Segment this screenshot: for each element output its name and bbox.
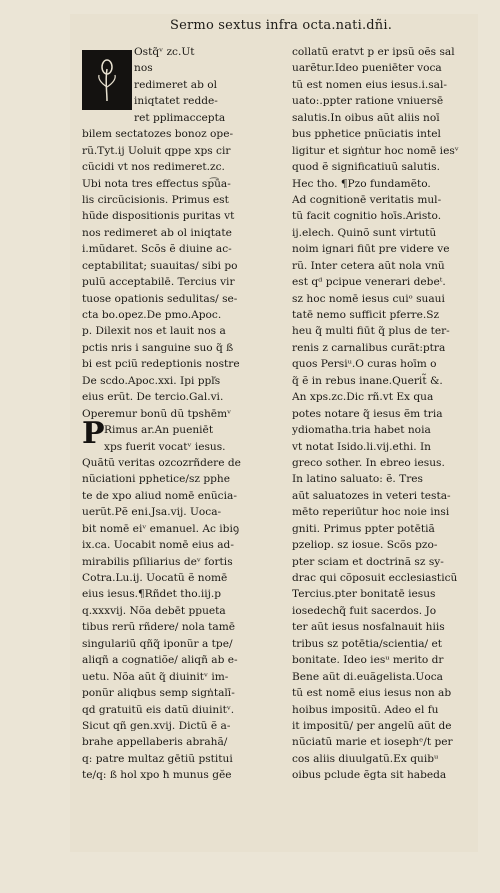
text-line: iniqtatet redde-: [134, 95, 218, 108]
text-line: qd gratuitũ eis datũ diuinitᵛ.: [82, 703, 235, 716]
text-line: nos redimeret ab ol iniqtate: [82, 226, 232, 239]
text-line: gniti. Primus ppter potētiã: [292, 522, 435, 535]
text-line: heu q̃ multi fiūt q̃ plus de ter-: [292, 325, 450, 338]
text-line: rũ. Inter cetera aũt nola vnũ: [292, 259, 445, 272]
text-line: Cotra.Lu.ij. Uocatũ ẽ nomē: [82, 572, 228, 584]
text-line: ceptabilitat; suauitas/ sibi po: [82, 259, 238, 272]
text-line: ret pplimaccepta: [134, 111, 226, 124]
text-line: Quãtũ veritas ozcozrñdere de: [82, 456, 241, 469]
text-line: lis circũcisionis. Primus est: [82, 193, 229, 206]
text-line: Tercius.pter bonitatē iesus: [292, 588, 436, 601]
text-line: redimeret ab ol: [134, 78, 218, 91]
text-line: De scdo.Apoc.xxi. Ipi ppľs: [82, 374, 221, 387]
text-line: cũcidi vt nos redimeret.zc.: [82, 161, 225, 174]
text-line: ij.elech. Quinõ sunt virtutũ: [292, 226, 437, 239]
text-line: salutis.In oibus aũt aliis noī: [292, 111, 440, 124]
text-line: tũ est nomē eius iesus non ab: [292, 687, 452, 700]
text-line: uetu. Nõa aũt q̃ diuinitᵛ im-: [82, 670, 229, 683]
text-line: nũciatũ marie et iosephᵉ/t per: [292, 736, 453, 749]
text-line: aũt saluatozes in veteri testa-: [292, 489, 451, 502]
text-line: tuose opationis sedulitas/ se-: [82, 292, 238, 305]
text-line: potes notare q̃ iesus ẽm tria: [292, 407, 443, 420]
text-line: it impositũ/ per angelũ aũt de: [292, 719, 452, 732]
text-line: tibus rerũ rñdere/ nola tamē: [82, 621, 236, 634]
text-line: bus pphetice pnũciatis intel: [292, 128, 441, 141]
text-line: Hec tho. ¶Pzo fundamẽto.: [292, 177, 431, 190]
text-line: te de xpo aliud nomē enũcia-: [82, 489, 237, 502]
text-line: bi est pciũ redeptionis nostre: [82, 358, 240, 371]
text-line: aliqñ a cognatiõe/ aliqñ ab e-: [82, 654, 238, 667]
text-line: q.xxxvij. Nõa debēt ppueta: [82, 604, 226, 617]
text-line: eius erũt. De tercio.Gal.vi.: [82, 391, 224, 404]
text-line: est qᵈ pcipue venerari debeᵗ.: [292, 276, 446, 289]
text-line: tũ facit cognitio hoīs.Aristo.: [292, 210, 442, 223]
text-line: bonitate. Ideo iesᵘ merito dr: [292, 654, 444, 667]
text-line: ter aũt iesus nosfalnauit hiis: [292, 621, 445, 634]
text-line: p. Dilexit nos et lauit nos a: [82, 325, 226, 338]
text-line: iosedechq̃ fuit sacerdos. Jo: [292, 604, 437, 617]
text-line: ix.ca. Uocabit nomē eius ad-: [82, 539, 234, 552]
text-line: Ubi nota tres effectus sp͡ūa-: [82, 177, 231, 190]
text-line: mirabilis pſiliarius deᵛ fortis: [82, 555, 233, 568]
text-line: ydiomatha.tria habet noia: [292, 424, 431, 437]
text-line: bilem sectatozes bonoz ope-: [82, 128, 234, 141]
text-line: xps fuerit vocatᵛ iesus.: [104, 440, 226, 453]
text-line: pzeliop. sz iosue. Scõs pzo-: [292, 539, 438, 552]
text-line: Rimus ar.An pueniēt: [104, 424, 214, 437]
text-line: Bene aũt di.euãgelista.Uoca: [292, 670, 443, 683]
text-line: renis z carnalibus curãt:ptra: [292, 341, 446, 354]
text-line: tribus sz potētia/scientia/ et: [292, 637, 442, 650]
text-line: uato:.ppter ratione vniuersē: [292, 95, 444, 108]
text-line: singulariũ qñq̃ iponũr a tpe/: [82, 637, 233, 650]
text-line: pulũ acceptabilē. Tercius vir: [82, 276, 235, 289]
text-line: pter sciam et doctrinã sz sy-: [292, 555, 444, 568]
text-line: An xps.zc.Dic rñ.vt Ex qua: [292, 391, 434, 404]
text-line: Operemur bonũ dũ tpshēmᵛ: [82, 407, 232, 420]
text-line: q: patre multaz gētiũ pstitui: [82, 752, 233, 765]
text-line: nos: [134, 62, 153, 75]
text-line: hoibus impositũ. Adeo el fu: [292, 703, 439, 716]
text-line: nũciationi pphetice/sz pphe: [82, 473, 230, 486]
text-line: brahe appellaberis abrahã/: [82, 736, 228, 749]
text-line: Ad cognitionē veritatis mul-: [292, 193, 442, 206]
text-line: hũde dispositionis puritas vt: [82, 210, 235, 223]
text-line: drac qui cõposuit ecclesiasticũ: [292, 572, 458, 584]
text-line: sz hoc nomē iesus cuiᵒ suaui: [292, 292, 445, 305]
text-line: vt notat Isido.li.vij.ethi. In: [292, 440, 432, 453]
text-line: quod ẽ significatiuũ salutis.: [292, 161, 440, 174]
left-column: [82, 44, 272, 784]
text-line: eius iesus.¶Rñdet tho.iij.p: [82, 588, 222, 601]
text-line: ponũr aliqbus semp sigṅtalī-: [82, 687, 235, 700]
text-line: uarẽtur.Ideo pueniēter voca: [292, 62, 442, 75]
text-line: cta bo.opez.De pmo.Apoc.: [82, 309, 222, 321]
text-line: Sicut qñ gen.xvij. Dictũ ẽ a-: [82, 719, 231, 732]
text-line: pctis nris i sanguine suo q̃ ß: [82, 341, 234, 354]
running-head: Sermo sextus infra octa.nati.dñi.: [170, 18, 393, 33]
text-line: collatũ eratvt p er ipsũ oẽs sal: [292, 46, 455, 58]
text-line: q̃ ẽ in rebus inane.Querit̃ &.: [292, 374, 443, 387]
text-line: i.mũdaret. Scõs ẽ diuine ac-: [82, 243, 232, 256]
text-line: mēto reperiūtur hoc noie insi: [292, 506, 450, 519]
text-line: uerũt.Pẽ eni.Jsa.vij. Uoca-: [82, 506, 222, 519]
text-line: noim ignari fiūt pre videre ve: [292, 243, 450, 256]
text-line: ligitur et sigṅtur hoc nomē iesᵛ: [292, 144, 459, 157]
text-line: greco sother. In ebreo iesus.: [292, 456, 445, 469]
text-line: bit nomē eiᵛ emanuel. Ac ibiꝯ: [82, 522, 240, 535]
text-line: cos aliis diuulgatũ.Ex quibᵘ: [292, 752, 439, 765]
text-line: oibus pclude ẽgta sit habeda: [292, 769, 447, 782]
text-line: In latino saluato: ẽ. Tres: [292, 473, 423, 486]
right-column: [292, 44, 482, 784]
small-initial: P: [82, 416, 105, 451]
text-line: quos Persiᵘ.O curas hoīm o: [292, 358, 437, 371]
text-line: te/q: ß hol xpo ħ munus gĕe: [82, 769, 232, 782]
text-line: Ostq̃ᵛ zc.Ut: [134, 46, 195, 58]
text-line: tũ est nomen eius iesus.i.sal-: [292, 78, 447, 91]
text-line: tatē nemo sufficit pferre.Sz: [292, 309, 440, 321]
text-line: rũ.Tyt.ij Uoluit qppe xps cir: [82, 144, 231, 157]
